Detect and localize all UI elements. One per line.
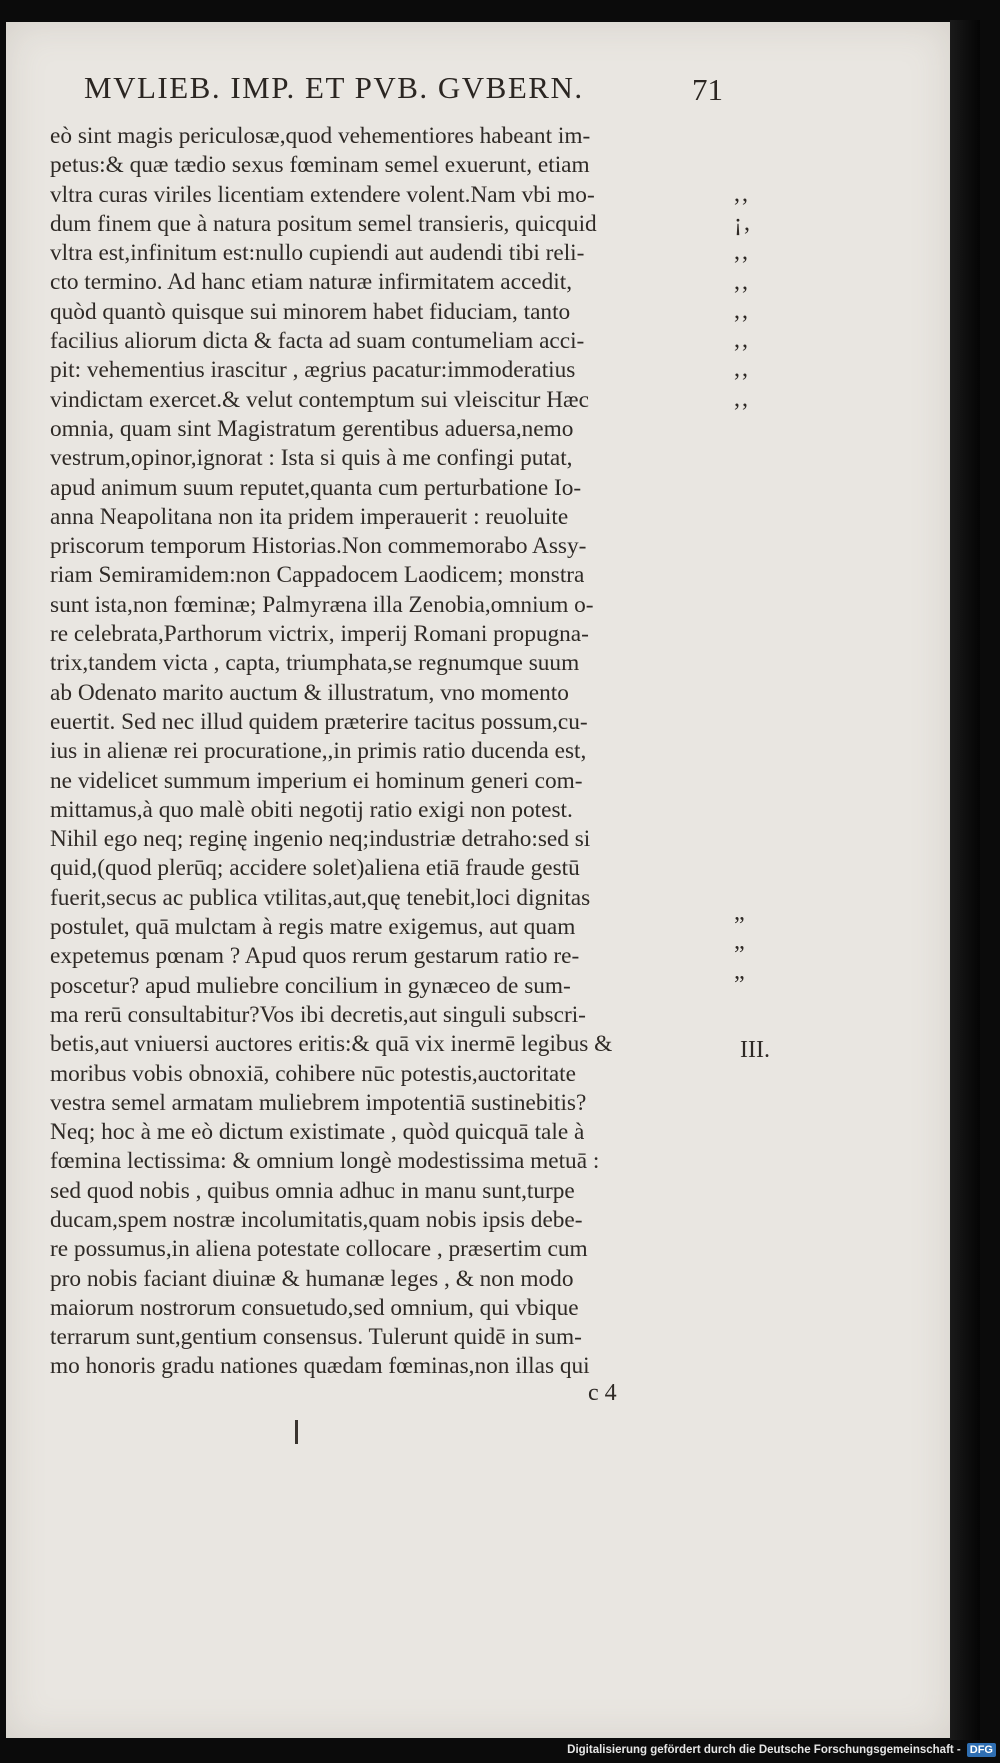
quotation-mark: ,, [734, 239, 750, 266]
text-line: Nihil ego neq; reginę ingenio neq;industriæ detraho:sed si [50, 826, 591, 853]
text-line: fuerit,secus ac publica vtilitas,aut,quę tenebit,loci dignitas [50, 884, 591, 911]
text-line: omnia, quam sint Magistratum gerentibus aduersa,nemo [50, 415, 574, 442]
ink-speck [295, 1420, 298, 1444]
quotation-mark: ” [734, 971, 747, 998]
text-line: Neq; hoc à me eò dictum existimate , quòd quicquā tale à [50, 1119, 585, 1146]
text-line: sed quod nobis , quibus omnia adhuc in manu sunt,turpe [50, 1177, 575, 1204]
body-text [50, 122, 740, 1382]
text-line: quòd quantò quisque sui minorem habet fiduciam, tanto [50, 298, 571, 325]
text-line: petus:& quæ tædio sexus fœminam semel exuerunt, etiam [50, 152, 590, 179]
funding-text: Digitalisierung gefördert durch die Deutsche Forschungsgemeinschaft - [567, 1744, 961, 1756]
text-line: pro nobis faciant diuinæ & humanæ leges , & non modo [50, 1265, 574, 1292]
text-line: ducam,spem nostræ incolumitatis,quam nobis ipsis debe- [50, 1206, 583, 1233]
text-line: mo honoris gradu nationes quædam fœminas,non illas qui [50, 1353, 590, 1380]
text-line: vestra semel armatam muliebrem impotentiā sustinebitis? [50, 1089, 587, 1116]
text-line: euertit. Sed nec illud quidem præterire tacitus possum,cu- [50, 708, 588, 735]
quotation-mark: ” [734, 942, 747, 969]
text-line: expetemus pœnam ? Apud quos rerum gestarum ratio re- [50, 943, 580, 970]
quotation-mark: ,, [734, 385, 750, 412]
text-line: poscetur? apud muliebre concilium in gynæceo de sum- [50, 972, 571, 999]
quotation-mark: ,, [734, 180, 750, 207]
running-head: MVLIEB. IMP. ET PVB. GVBERN. [84, 70, 584, 105]
quotation-mark: ,, [734, 356, 750, 383]
quotation-mark: ,, [734, 268, 750, 295]
text-line: eò sint magis periculosæ,quod vehementiores habeant im- [50, 123, 591, 149]
margin-note: III. [740, 1037, 770, 1063]
text-line: cto termino. Ad hanc etiam naturæ infirmitatem accedit, [50, 269, 573, 296]
text-line: sunt ista,non fœminæ; Palmyræna illa Zenobia,omnium o- [50, 591, 594, 618]
text-line: maiorum nostrorum consuetudo,sed omnium, qui vbique [50, 1294, 579, 1321]
text-line: vestrum,opinor,ignorat : Ista si quis à me confingi putat, [50, 445, 573, 472]
quotation-mark: ,, [734, 327, 750, 354]
book-page [6, 22, 950, 1738]
text-line: facilius aliorum dicta & facta ad suam contumeliam acci- [50, 328, 585, 355]
text-line: priscorum temporum Historias.Non commemorabo Assy- [50, 533, 587, 560]
text-line: vindictam exercet.& velut contemptum sui vleiscitur Hæc [50, 386, 589, 413]
signature-mark: c 4 [588, 1380, 617, 1406]
text-line: re celebrata,Parthorum victrix, imperij Romani propugna- [50, 621, 589, 648]
text-line: ab Odenato marito auctum & illustratum, vno momento [50, 679, 569, 706]
text-line: re possumus,in aliena potestate collocare , præsertim cum [50, 1236, 588, 1263]
text-line: postulet, quā mulctam à regis matre exigemus, aut quam [50, 914, 576, 941]
footer-credit [567, 1740, 996, 1760]
text-line: anna Neapolitana non ita pridem imperauerit : reuoluite [50, 503, 569, 530]
quotation-mark: ,, [734, 297, 750, 324]
page-number: 71 [692, 72, 723, 107]
quotation-mark: ” [734, 913, 747, 940]
text-line: quid,(quod plerūq; accidere solet)aliena etiā fraude gestū [50, 855, 580, 882]
text-line: betis,aut vniuersi auctores eritis:& quā vix inermē legibus & [50, 1031, 613, 1058]
text-line: ne videlicet summum imperium ei hominum generi com- [50, 767, 583, 794]
text-line: ma rerū consultabitur?Vos ibi decretis,aut singuli subscri- [50, 1001, 586, 1028]
text-line: mittamus,à quo malè obiti negotij ratio exigi non potest. [50, 796, 573, 823]
text-line: pit: vehementius irascitur , ægrius pacatur:immoderatius [50, 357, 576, 384]
text-line: fœmina lectissima: & omnium longè modestissima metuā : [50, 1148, 600, 1175]
text-line: riam Semiramidem:non Cappadocem Laodicem; monstra [50, 562, 585, 589]
quotation-mark: ¡, [734, 209, 752, 236]
text-line: terrarum sunt,gentium consensus. Tulerunt quidē in sum- [50, 1324, 582, 1351]
text-line: dum finem que à natura positum semel transieris, quicquid [50, 210, 597, 237]
text-line: ius in alienæ rei procuratione,,in primis ratio ducenda est, [50, 738, 587, 765]
text-line: vltra curas viriles licentiam extendere volent.Nam vbi mo- [50, 181, 595, 208]
text-line: apud animum suum reputet,quanta cum perturbatione Io- [50, 474, 582, 501]
text-line: trix,tandem victa , capta, triumphata,se regnumque suum [50, 650, 580, 677]
text-line: vltra est,infinitum est:nullo cupiendi aut audendi tibi reli- [50, 240, 585, 267]
text-line: moribus vobis obnoxiā, cohibere nūc potestis,auctoritate [50, 1060, 576, 1087]
dfg-logo: DFG [967, 1743, 996, 1757]
page-edge [950, 20, 980, 1740]
